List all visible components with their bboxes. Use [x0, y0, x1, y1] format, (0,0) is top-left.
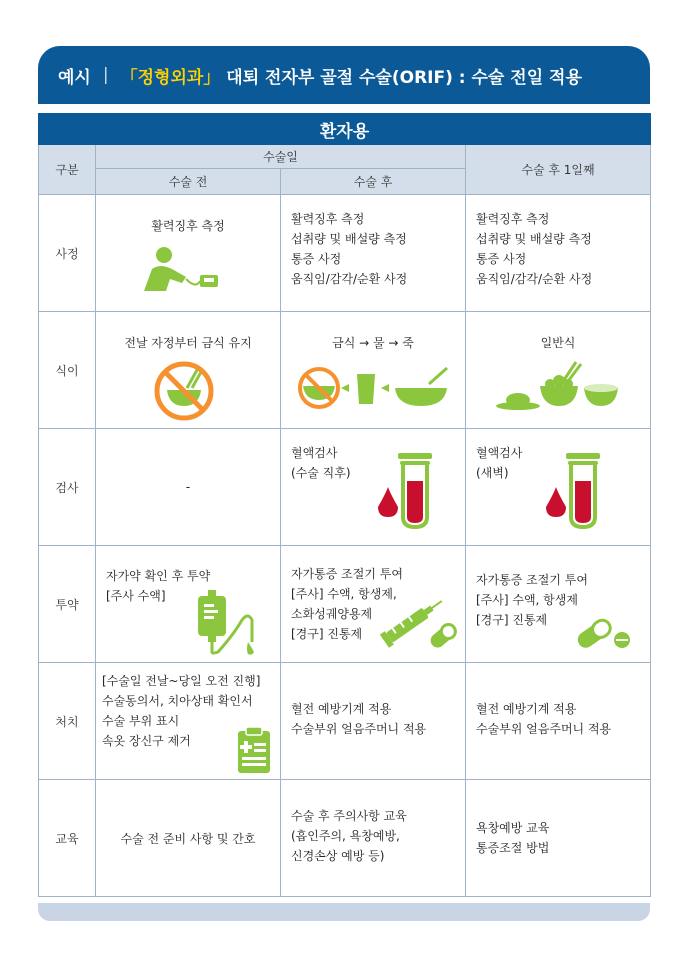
- diet-after-text: 금식 → 물 → 죽: [332, 336, 414, 350]
- medication-post-line: [경구] 진통제: [476, 613, 548, 627]
- medication-after-line: [주사] 수액, 항생제,: [291, 587, 397, 601]
- row-label-education: 교육: [39, 780, 96, 897]
- treatment-post-line: 혈전 예방기계 적용: [476, 702, 577, 716]
- assessment-post-line: 움직임/감각/순환 사정: [476, 272, 593, 286]
- row-label-diet: 식이: [39, 312, 96, 429]
- medication-after-line: 소화성궤양용제: [291, 607, 373, 621]
- education-after-line: 신경손상 예방 등): [291, 849, 385, 863]
- medication-after-line: [경구] 진통제: [291, 627, 363, 641]
- treatment-after-line: 수술부위 얼음주머니 적용: [291, 722, 427, 736]
- header-post-day1: 수술 후 1일째: [466, 145, 651, 195]
- assessment-after-line: 통증 사정: [291, 252, 342, 266]
- test-after-line: 혈액검사: [291, 446, 338, 460]
- assessment-after-line: 움직임/감각/순환 사정: [291, 272, 408, 286]
- education-after-line: 수술 후 주의사항 교육: [291, 809, 407, 823]
- header-surgery-day: 수술일: [96, 145, 466, 169]
- education-after-line: (흡인주의, 욕창예방,: [291, 829, 400, 843]
- treatment-before-line: [수술일 전날~당일 오전 진행]: [102, 674, 261, 688]
- blood-pressure-icon: [138, 245, 228, 293]
- assessment-after: [281, 195, 466, 312]
- clipboard-icon: [236, 725, 272, 775]
- treatment-before: [96, 663, 281, 780]
- header-after: 수술 후: [281, 169, 466, 195]
- test-post-line: (새벽): [476, 466, 509, 480]
- syringe-pill-icon: [379, 588, 459, 652]
- diet-before-text: 전날 자정부터 금식 유지: [124, 336, 252, 350]
- row-label-test: 검사: [39, 429, 96, 546]
- header-subtitle: 대퇴 전자부 골절 수술(ORIF) : 수술 전일 적용: [226, 67, 582, 88]
- diet-before: [96, 312, 281, 429]
- diet-post-text: 일반식: [540, 336, 576, 350]
- assessment-post-line: 섭취량 및 배설량 측정: [476, 232, 592, 246]
- medication-after-line: 자가통증 조절기 투여: [291, 567, 403, 581]
- blood-test-tube-icon: [544, 451, 604, 531]
- assessment-post-line: 활력징후 측정: [476, 212, 550, 226]
- treatment-after-line: 혈전 예방기계 적용: [291, 702, 392, 716]
- test-after-line: (수술 직후): [291, 466, 351, 480]
- test-post: [466, 429, 651, 546]
- medication-before-line: [주사 수액]: [106, 589, 166, 603]
- diet-progression-icon: [297, 362, 457, 412]
- assessment-post-line: 통증 사정: [476, 252, 527, 266]
- treatment-after: [281, 663, 466, 780]
- treatment-post-line: 수술부위 얼음주머니 적용: [476, 722, 612, 736]
- header-separator: |: [102, 65, 109, 85]
- test-post-line: 혈액검사: [476, 446, 523, 460]
- education-post-line: 욕창예방 교육: [476, 821, 550, 835]
- row-label-assessment: 사정: [39, 195, 96, 312]
- medication-after: [281, 546, 466, 663]
- test-before: -: [96, 429, 281, 546]
- diet-after: [281, 312, 466, 429]
- page-header: [38, 46, 650, 104]
- row-label-medication: 투약: [39, 546, 96, 663]
- test-after: [281, 429, 466, 546]
- education-post: [466, 780, 651, 897]
- care-plan-table: [38, 113, 651, 897]
- treatment-before-line: 수술동의서, 치아상태 확인서: [102, 694, 253, 708]
- medication-post-line: 자가통증 조절기 투여: [476, 573, 588, 587]
- education-after: [281, 780, 466, 897]
- diet-post: [466, 312, 651, 429]
- blood-test-tube-icon: [376, 451, 436, 531]
- assessment-before: [96, 195, 281, 312]
- education-before: 수술 전 준비 사항 및 간호: [96, 780, 281, 897]
- assessment-before-text: 활력징후 측정: [151, 219, 225, 233]
- assessment-after-line: 활력징후 측정: [291, 212, 365, 226]
- treatment-before-line: 수술 부위 표시: [102, 714, 180, 728]
- row-label-treatment: 처치: [39, 663, 96, 780]
- header-category: 구분: [39, 145, 96, 195]
- pill-icon: [574, 610, 634, 652]
- iv-bag-icon: [194, 590, 258, 656]
- regular-meal-icon: [494, 358, 624, 414]
- education-post-line: 통증조절 방법: [476, 841, 550, 855]
- page-footer-bar: [38, 903, 650, 921]
- medication-before: [96, 546, 281, 663]
- no-food-icon: [153, 360, 215, 422]
- header-title: 「정형외과」: [120, 67, 221, 88]
- header-before: 수술 전: [96, 169, 281, 195]
- table-banner: 환자용: [39, 114, 651, 145]
- medication-post-line: [주사] 수액, 항생제: [476, 593, 578, 607]
- medication-before-line: 자가약 확인 후 투약: [106, 569, 211, 583]
- treatment-before-line: 속옷 장신구 제거: [102, 734, 191, 748]
- assessment-post: [466, 195, 651, 312]
- example-label: 예시: [58, 67, 91, 88]
- assessment-after-line: 섭취량 및 배설량 측정: [291, 232, 407, 246]
- medication-post: [466, 546, 651, 663]
- treatment-post: [466, 663, 651, 780]
